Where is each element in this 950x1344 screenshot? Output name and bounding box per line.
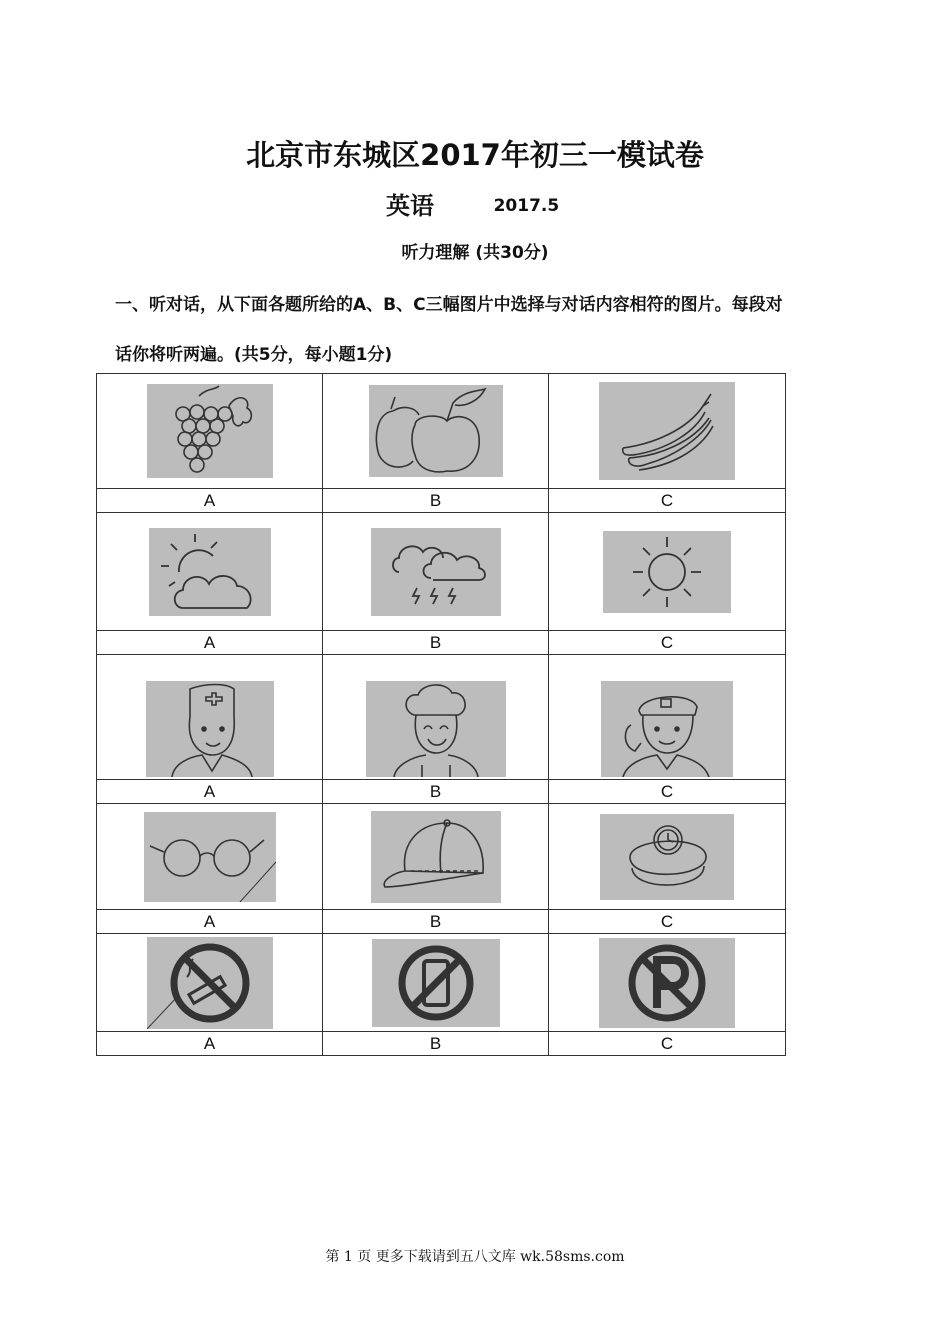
option-label: C — [549, 1032, 786, 1056]
option-label: B — [323, 780, 549, 804]
page-title: 北京市东城区2017年初三一模试卷 — [246, 138, 704, 172]
exam-date: 2017.5 — [493, 196, 560, 216]
glasses-icon — [144, 812, 276, 902]
police-officer-icon — [601, 681, 733, 777]
no-parking-icon — [599, 938, 735, 1028]
option-label: A — [97, 910, 323, 934]
subject-line — [386, 186, 559, 221]
grapes-icon — [147, 384, 273, 478]
option-label: C — [549, 780, 786, 804]
option-label: A — [97, 489, 323, 513]
option-label: A — [97, 1032, 323, 1056]
option-label: B — [323, 910, 549, 934]
picture-table — [96, 373, 786, 1056]
thunderstorm-icon — [371, 528, 501, 616]
doctor-icon — [146, 681, 274, 777]
option-label: C — [549, 631, 786, 655]
wristwatch-icon — [600, 814, 734, 900]
option-label: A — [97, 631, 323, 655]
option-label: B — [323, 489, 549, 513]
option-label: B — [323, 1032, 549, 1056]
sun-icon — [603, 531, 731, 613]
partly-cloudy-icon — [149, 528, 271, 616]
instruction-line-2: 话你将听两遍。(共5分，每小题1分) — [115, 345, 393, 365]
instruction-line-1: 一、听对话，从下面各题所给的A、B、C三幅图片中选择与对话内容相符的图片。每段对 — [115, 295, 783, 315]
option-label: A — [97, 780, 323, 804]
option-label: C — [549, 910, 786, 934]
cap-icon — [371, 811, 501, 903]
chef-icon — [366, 681, 506, 777]
bananas-icon — [599, 382, 735, 480]
no-smoking-icon — [147, 937, 273, 1029]
section-heading: 听力理解 (共30分) — [401, 243, 549, 263]
subject: 英语 — [386, 192, 434, 220]
no-phone-icon — [372, 939, 500, 1027]
option-label: B — [323, 631, 549, 655]
page-footer: 第 1 页 更多下载请到五八文库 wk.58sms.com — [325, 1249, 625, 1265]
apples-icon — [369, 385, 503, 477]
option-label: C — [549, 489, 786, 513]
